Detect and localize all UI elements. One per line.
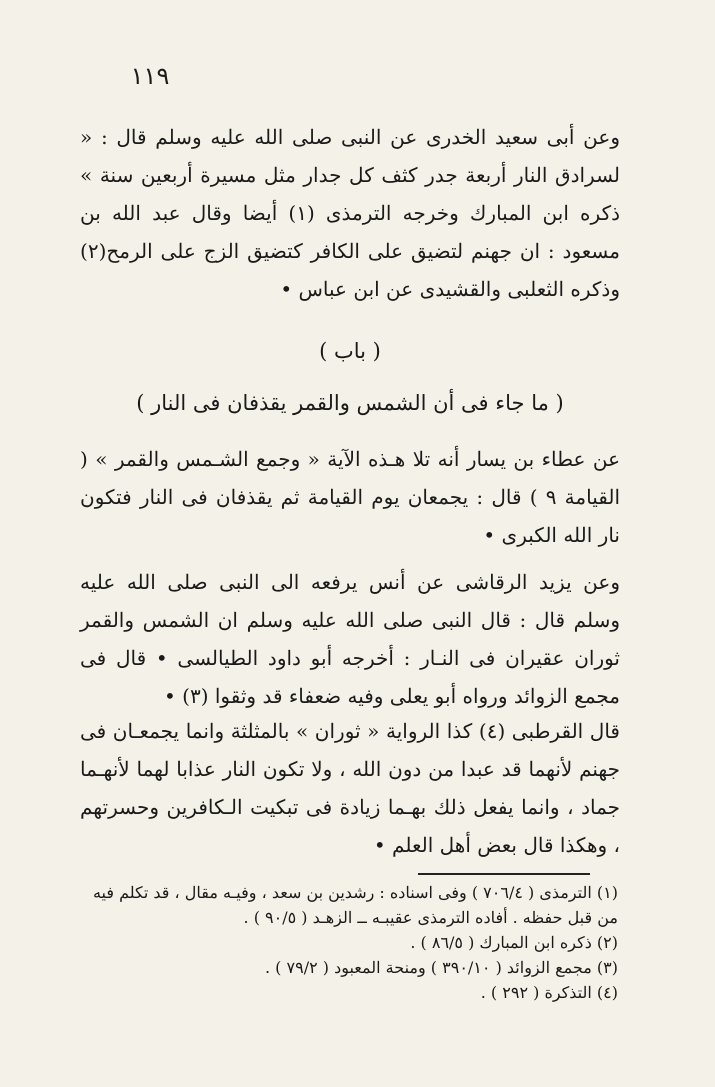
footnote-1: (١) الترمذى ( ٧٠٦/٤ ) وفى اسناده : رشدين بن سعد ، وفيـه مقال ، قد تكلم فيه من قبل حفظه . أفاده الترمذى عقيبـه ــ الزهـد ( ٩٠/٥ ) . <box>92 883 618 927</box>
body-paragraph-2: وعن يزيد الرقاشى عن أنس يرفعه الى النبى صلى الله عليه وسلم قال : قال النبى صلى الله عليه وسلم ان الشمس والقمر ثوران عقيران فى النـار : أخرجه أبو داود الطيالسى • قال فى مجمع الزوائد ورواه أبو يعلى وفيه ضعفاء قد وثقوا (٣) • <box>80 570 620 708</box>
footnote-2: (٢) ذكره ابن المبارك ( ٨٦/٥ ) . <box>410 933 618 952</box>
footnote-separator <box>418 873 590 875</box>
page-number: ١١٩ <box>130 62 170 90</box>
footnotes-list <box>78 880 618 1005</box>
chapter-label: ( باب ) <box>319 339 381 363</box>
opening-paragraph: وعن أبى سعيد الخدرى عن النبى صلى الله عليه وسلم قال : « لسرادق النار أربعة جدر كثف كل جدار مثل مسيرة أربعين سنة » ذكره ابن المبارك وخرجه الترمذى (١) أيضا وقال عبد الله بن مسعود : ان جهنم لتضيق على الكافر كتضيق الزج على الرمح(٢) وذكره الثعلبى والقشيدى عن ابن عباس • <box>80 125 620 301</box>
chapter-title: ( ما جاء فى أن الشمس والقمر يقذفان فى النار ) <box>136 391 564 415</box>
body-paragraph-1: عن عطاء بن يسار أنه تلا هـذه الآية « وجمع الشـمس والقمر » ( القيامة ٩ ) قال : يجمعان يوم القيامة ثم يقذفان فى النار فتكون نار الله الكبرى • <box>80 447 620 547</box>
footnote-3: (٣) مجمع الزوائد ( ٣٩٠/١٠ ) ومنحة المعبود ( ٧٩/٢ ) . <box>265 958 618 977</box>
footnote-4: (٤) التذكرة ( ٢٩٢ ) . <box>480 983 618 1002</box>
body-paragraph-3: قال القرطبى (٤) كذا الرواية « ثوران » بالمثلثة وانما يجمعـان فى جهنم لأنهما قد عبدا من دون الله ، ولا تكون النار عذابا لهما لأنهـما جماد ، وانما يفعل ذلك بهـما زيادة فى تبكيت الـكافرين وحسرتهم ، وهكذا قال بعض أهل العلم • <box>80 719 620 857</box>
